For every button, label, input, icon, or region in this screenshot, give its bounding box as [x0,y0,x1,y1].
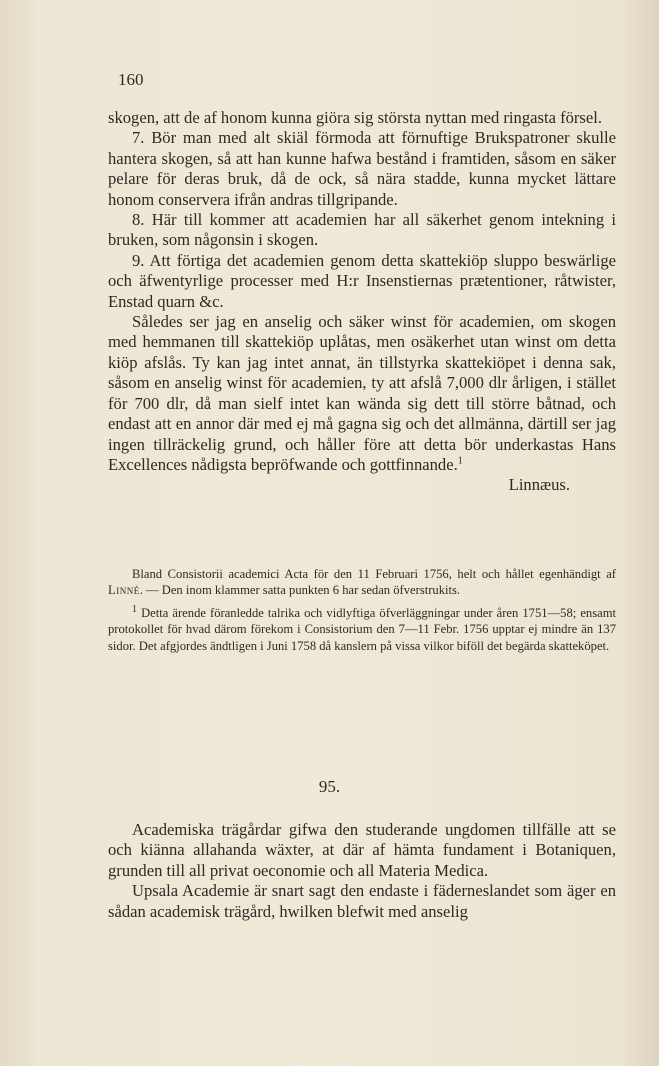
paragraph-conclusion [108,312,616,475]
section-paragraph: Upsala Academie är snart sagt den endaste i fäderneslandet som äger en sådan academisk trägård, hwilken blefwit med anselig [108,881,616,921]
signature: Linnæus. [508,475,570,495]
letter-text [108,108,616,496]
paragraph-point-8: 8. Här till kommer att academien har all säkerhet genom intekning i bruken, som någonsin i skogen. [108,210,616,250]
source-note [108,566,616,599]
source-name: Linné [108,583,140,598]
footnote-text: Detta ärende föranledde talrika och vidlyftiga öfverläggningar under åren 1751—58; ensamt protokollet för hvad därom förekom i Consistorium den 7—11 Febr. 1756 upptar ej mindre än 137 sidor. Det afgjordes ändtligen i Juni 1758 då kanslern på vissa vilkor biföll det begärda skatteköpet. [108,605,616,653]
source-note-text-2: . — Den inom klammer satta punkten 6 har sedan öfverstrukits. [139,583,461,598]
page-number: 160 [118,70,144,89]
paragraph: skogen, att de af honom kunna giöra sig största nyttan med ringasta försel. [108,108,603,127]
section-text [108,820,616,922]
paragraph-point-7: 7. Bör man med alt skiäl förmoda att förnuftige Brukspatroner skulle hantera skogen, så att han kunne hafwa bestånd i framtiden, såsom en säker pelare för deras bruk, då de ock, så nära stadde, kunna mycket lättare honom conservera ifrån andras tillgripande. [108,128,616,209]
section-paragraph: Academiska trägårdar gifwa den studerande ungdomen tillfälle att se och kiänna allahanda wäxter, at där af hämta fundament i Botaniquen, grunden till all privat oeconomie och all Materia Medica. [108,820,616,880]
footnote-number: 1 [132,603,137,615]
conclusion-text: Således ser jag en anselig och säker winst för academien, om skogen med hemmanen till skattekiöp uplåtas, men osäkerhet utan winst om detta kiöp afslås. Ty kan jag intet annat, än tillstyrka skattekiöpet i denna sak, såsom en anselig winst för academien, ty att afslå 7,000 dlr årligen, i stället för 700 dlr, då man sielf intet kan wända sig dett till större båtnad, och endast att en annor där med ej må gagna sig och det allmänna, därtill ser jag ingen tillräckelig grund, och håller före att detta bör underkastas Hans Excellences nådigsta bepröfwande och gottfinnande. [108,312,616,474]
notes-block [108,566,616,654]
footnote-marker: 1 [457,455,463,467]
footnote [108,605,616,654]
source-note-text-1: Bland Consistorii academici Acta för den 11 Februari 1756, helt och hållet egenhändigt af [132,567,616,581]
paragraph-point-9: 9. Att förtiga det academien genom detta skattekiöp sluppo beswärlige och äfwentyrlige processer med H:r Insenstiernas prætentioner, råtwister, Enstad quarn &c. [108,250,616,311]
section-number: 95. [318,777,341,796]
